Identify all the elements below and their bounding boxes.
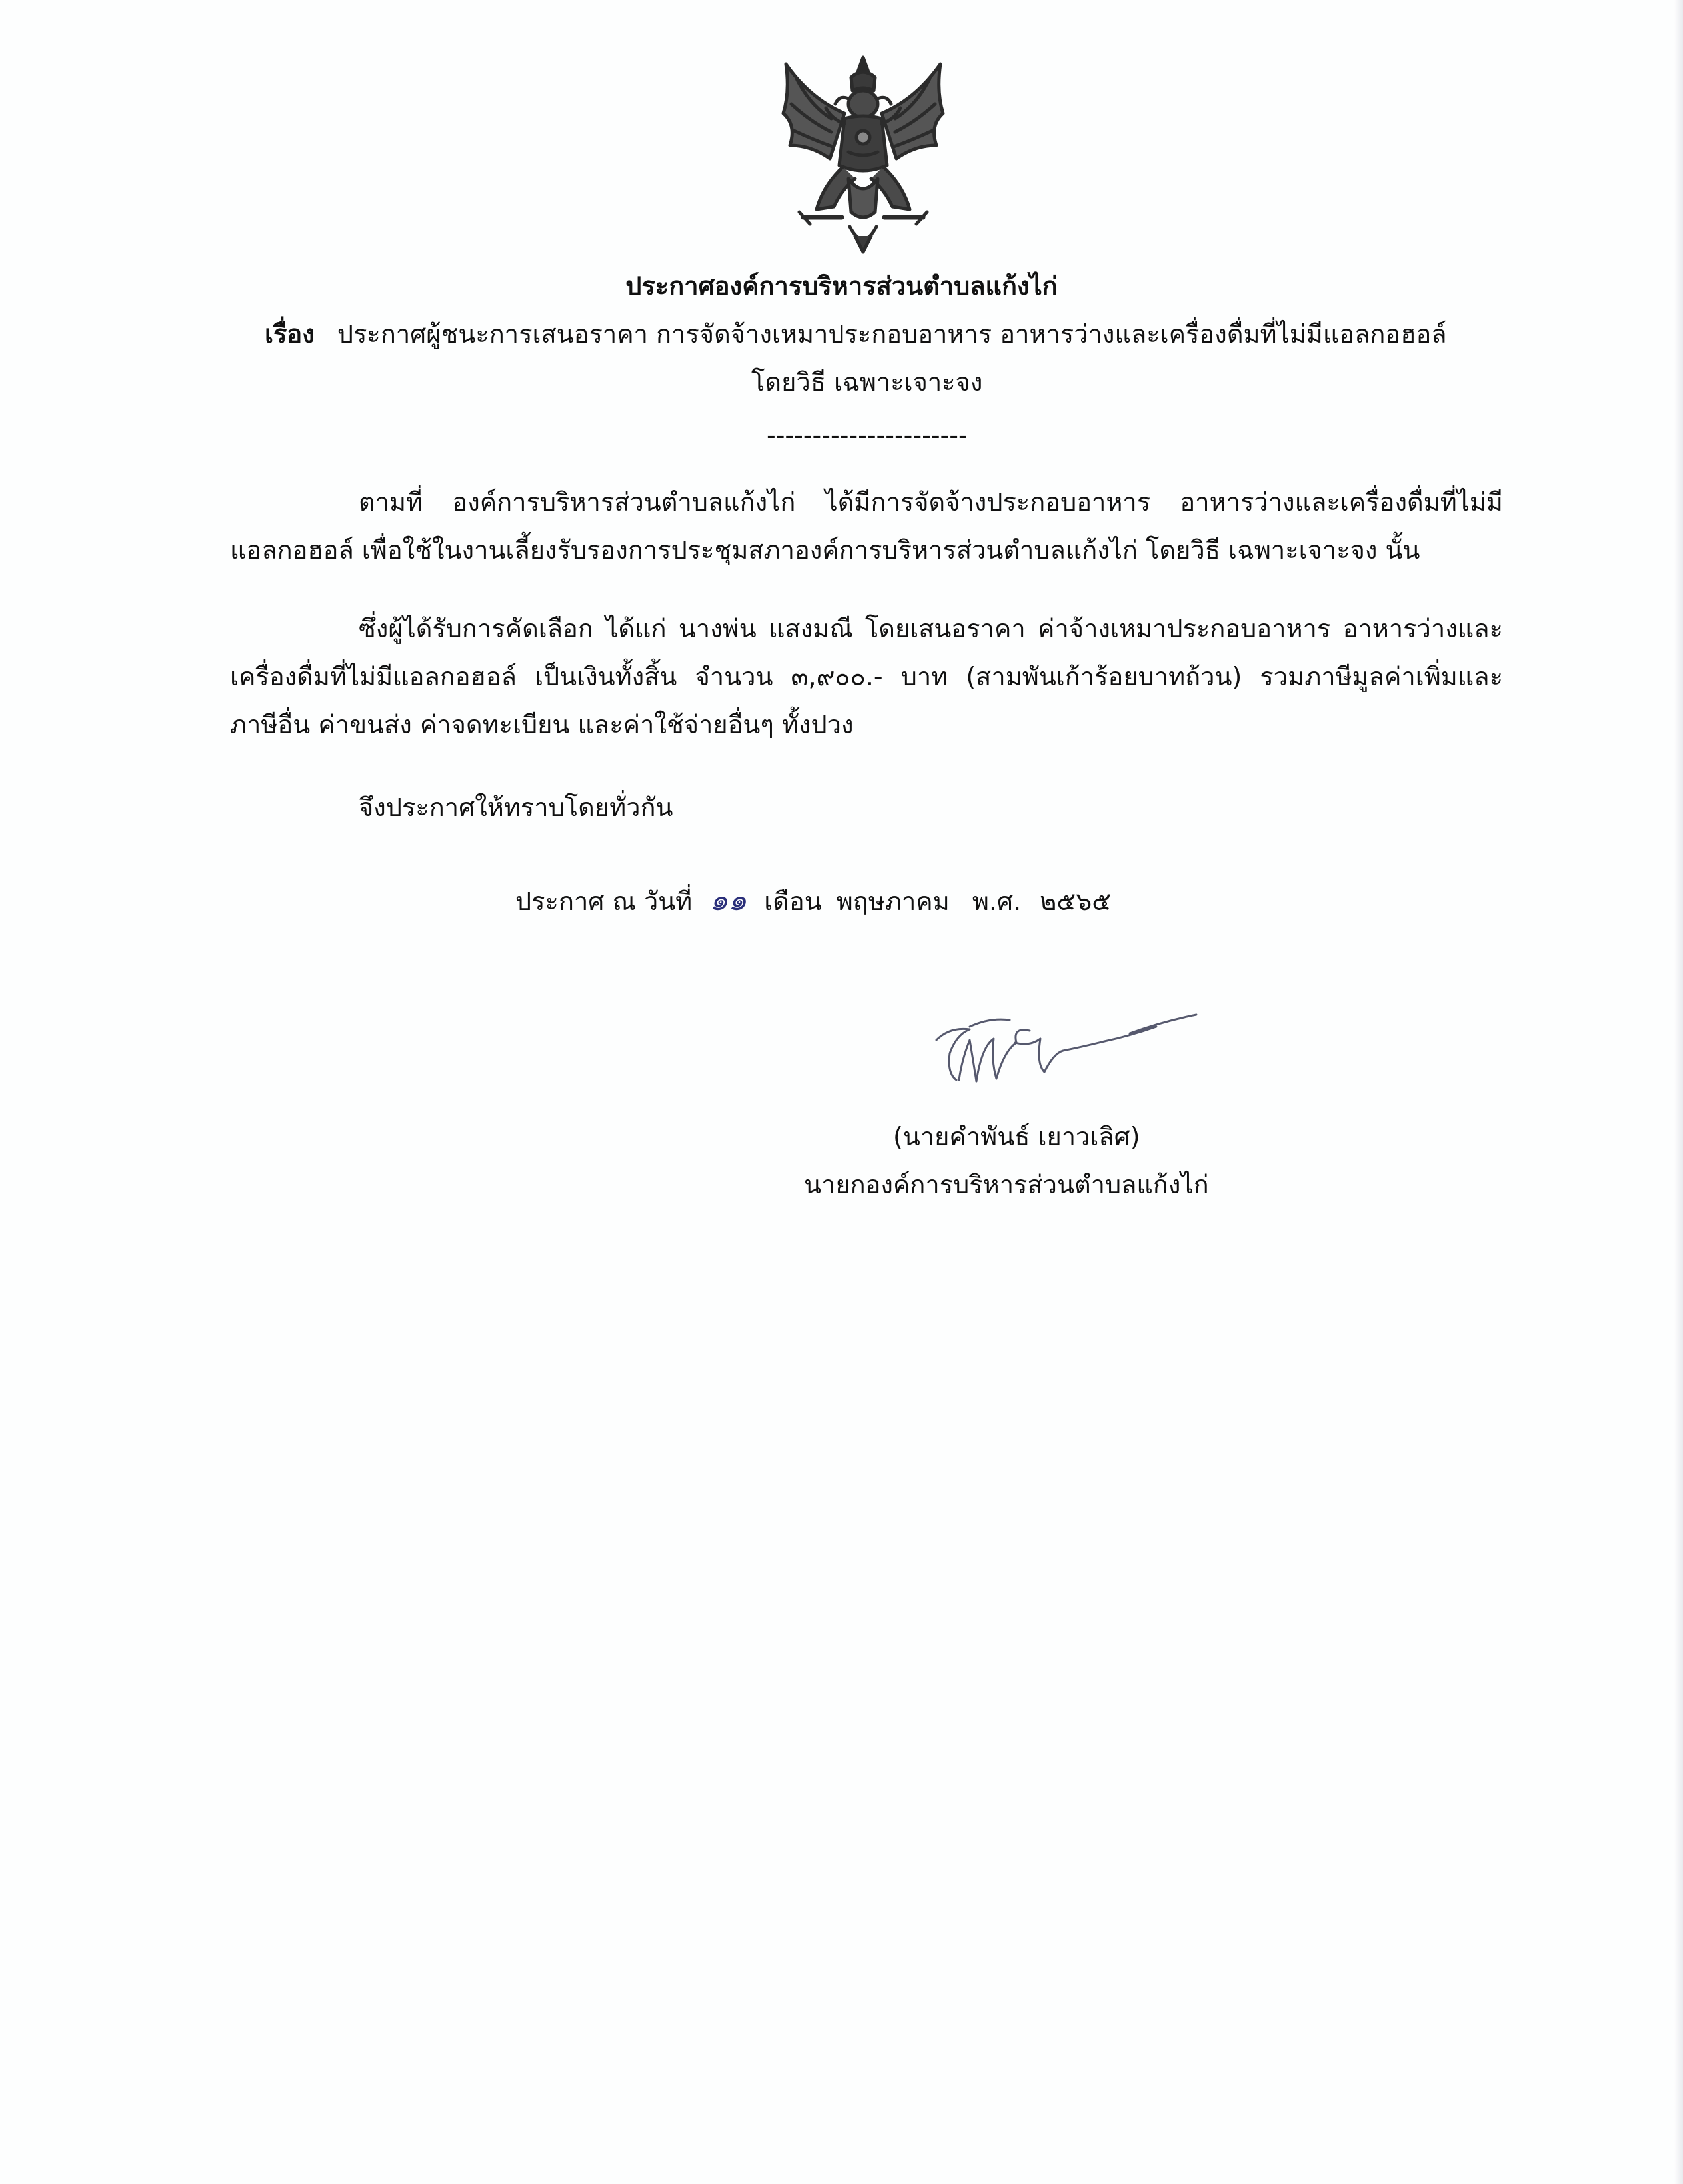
subject-line-2: โดยวิธี เฉพาะเจาะจง: [751, 367, 983, 397]
year-label: พ.ศ.: [972, 887, 1022, 916]
signatory-position: นายกองค์การบริหารส่วนตำบลแก้งไก่: [804, 1170, 1209, 1199]
date-prefix: ประกาศ ณ วันที่: [515, 887, 693, 916]
word: จำนวน: [695, 662, 773, 691]
word: อาหารว่างและ: [1342, 614, 1503, 643]
paragraph-3: จึงประกาศให้ทราบโดยทั่วกัน: [359, 793, 673, 822]
subject-text: ประกาศผู้ชนะการเสนอราคา การจัดจ้างเหมาประกอบอาหาร อาหารว่างและเครื่องดื่มที่ไม่มีแอลกอฮอล์: [337, 319, 1447, 349]
subject-label: เรื่อง: [265, 319, 315, 349]
word: ซึ่งผู้ได้รับการคัดเลือก: [359, 614, 593, 643]
announcement-date: [515, 884, 1111, 918]
word: โดยเสนอราคา: [864, 614, 1026, 643]
amount-value: ๓,๙๐๐.-: [791, 662, 883, 691]
word: บาท: [900, 662, 948, 691]
month-label: เดือน: [764, 887, 822, 916]
word: ตามที่: [359, 487, 423, 517]
word: เครื่องดื่มที่ไม่มีแอลกอฮอล์: [230, 662, 517, 691]
word: เป็นเงินทั้งสิ้น: [535, 662, 677, 691]
amount-in-words: (สามพันเก้าร้อยบาทถ้วน): [966, 662, 1242, 691]
word: ค่าจ้างเหมาประกอบอาหาร: [1038, 614, 1331, 643]
word: ได้มีการจัดจ้างประกอบอาหาร: [825, 487, 1151, 517]
garuda-emblem-icon: [770, 52, 956, 259]
word: ได้แก่: [605, 614, 667, 643]
paragraph-2-line-3: ภาษีอื่น ค่าขนส่ง ค่าจดทะเบียน และค่าใช้จ่ายอื่นๆ ทั้งปวง: [230, 710, 854, 739]
word: แสงมณี: [769, 614, 853, 643]
handwritten-signature: [930, 1000, 1203, 1100]
page-edge-shadow: [1674, 0, 1683, 2184]
announcement-title: ประกาศองค์การบริหารส่วนตำบลแก้งไก่: [625, 271, 1058, 301]
paragraph-1-line-1: [359, 485, 1503, 519]
signatory-name: (นายคำพันธ์ เยาวเลิศ): [893, 1122, 1140, 1151]
paragraph-1-line-2: แอลกอฮอล์ เพื่อใช้ในงานเลี้ยงรับรองการประชุมสภาองค์การบริหารส่วนตำบลแก้งไก่ โดยวิธี เฉพาะเจาะจง นั้น: [230, 535, 1420, 565]
word: รวมภาษีมูลค่าเพิ่มและ: [1260, 662, 1503, 691]
paragraph-2-line-1: [359, 612, 1503, 645]
subject-line-1: [265, 317, 1447, 351]
word: นางพ่น: [678, 614, 757, 643]
date-day-handwritten: ๑๑: [709, 883, 747, 917]
month-value: พฤษภาคม: [836, 887, 950, 916]
paragraph-2-line-2: [230, 660, 1503, 693]
word: อาหารว่างและเครื่องดื่มที่ไม่มี: [1180, 487, 1503, 517]
word: องค์การบริหารส่วนตำบลแก้งไก่: [452, 487, 796, 517]
header-divider: ----------------------: [767, 421, 968, 450]
year-value: ๒๕๖๕: [1040, 887, 1111, 916]
